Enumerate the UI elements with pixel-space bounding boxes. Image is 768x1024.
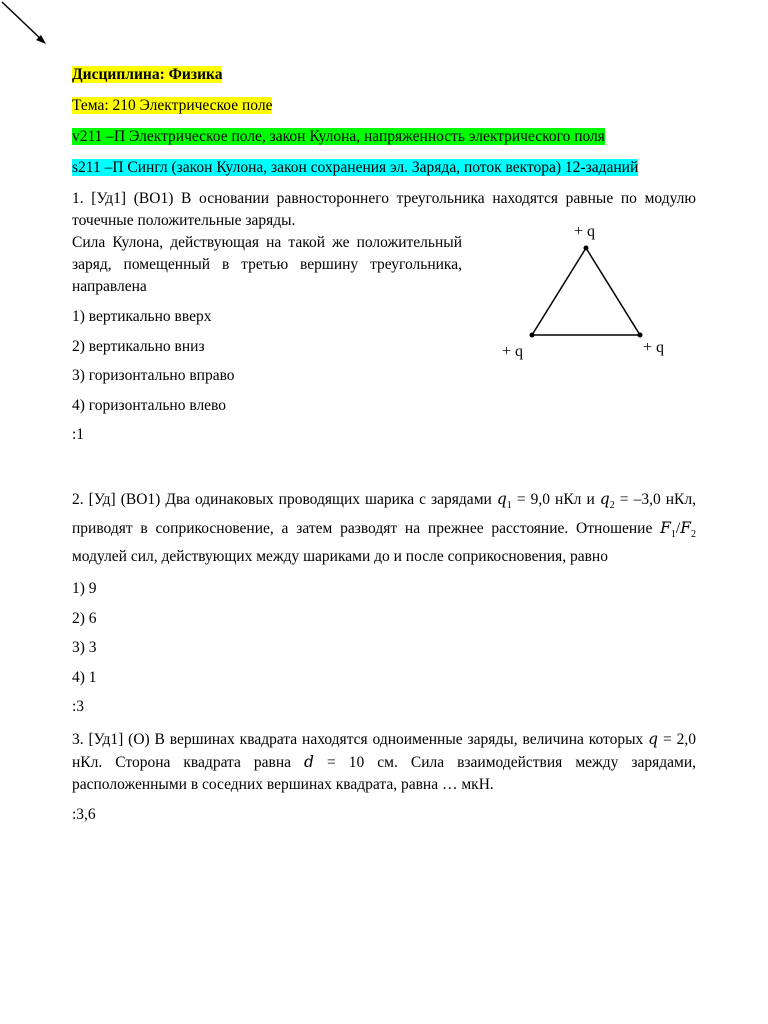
question-1-option-4: 4) горизонтально влево (72, 396, 227, 414)
question-1 (72, 188, 696, 446)
document-page (72, 64, 696, 826)
label-right-charge: + q (643, 339, 665, 356)
question-2-option-2: 2) 6 (72, 609, 97, 627)
question-3-text: 3. [Уд1] (О) В вершинах квадрата находятся одноименные заряды, величина которых q = 2,0 нКл. Сторона квадрата равна d = 10 см. Сила взаимодействия между зарядами, расположенными в соседних вершинах квадрата, равна … мкН. (72, 730, 696, 794)
question-3 (72, 728, 696, 826)
discipline-heading: Дисциплина: Физика (72, 66, 223, 83)
topic-heading: Тема: 210 Электрическое поле (72, 97, 273, 114)
question-2-option-1: 1) 9 (72, 580, 97, 598)
question-1-answer: :1 (72, 426, 85, 443)
question-1-option-1: 1) вертикально вверх (72, 308, 212, 325)
question-2-text: 2. [Уд] (ВО1) Два одинаковых проводящих шарика с зарядами $q_1 = 9,0$ нКл и $q_2 = -3,0$ нКл, приводят в соприкосновение, а затем разводят на прежнее расстояние. Отношение $F_1/F_2$ модулей сил, действующих между шариками до и после соприкосновения, равно (72, 490, 696, 566)
question-1-text: Сила Кулона, действующая на такой же положительный заряд, помещенный в третью вершину треугольника, направлена (72, 234, 462, 295)
question-2-answer: :3 (72, 698, 85, 716)
question-1-options (72, 306, 462, 424)
triangle-charges-figure (500, 224, 700, 374)
question-1-option-2: 2) вертикально вниз (72, 337, 205, 355)
triangle-side-left (532, 248, 586, 335)
triangle-side-right (586, 248, 640, 335)
charge-right (638, 333, 643, 338)
charge-top (584, 246, 589, 251)
question-3-answer: :3,6 (72, 806, 96, 824)
question-2-option-3: 3) 3 (72, 639, 97, 657)
question-1-intro: 1. [Уд1] (ВО1) В основании равностороннего треугольника находятся равные по модулю точечные положительные заряды. (72, 190, 696, 229)
corner-arrow-icon (0, 0, 60, 60)
v-section-heading: v211 –П Электрическое поле, закон Кулона, напряженность электрического поля (72, 128, 605, 145)
question-2-options (72, 578, 696, 696)
question-2 (72, 488, 696, 718)
charge-left (530, 333, 535, 338)
label-left-charge: + q (502, 343, 524, 360)
question-2-option-4: 4) 1 (72, 668, 97, 686)
question-1-option-3: 3) горизонтально вправо (72, 367, 235, 384)
label-top-charge: + q (574, 224, 596, 240)
s-section-heading: s211 –П Сингл (закон Кулона, закон сохранения эл. Заряда, поток вектора) 12-заданий (72, 159, 639, 176)
